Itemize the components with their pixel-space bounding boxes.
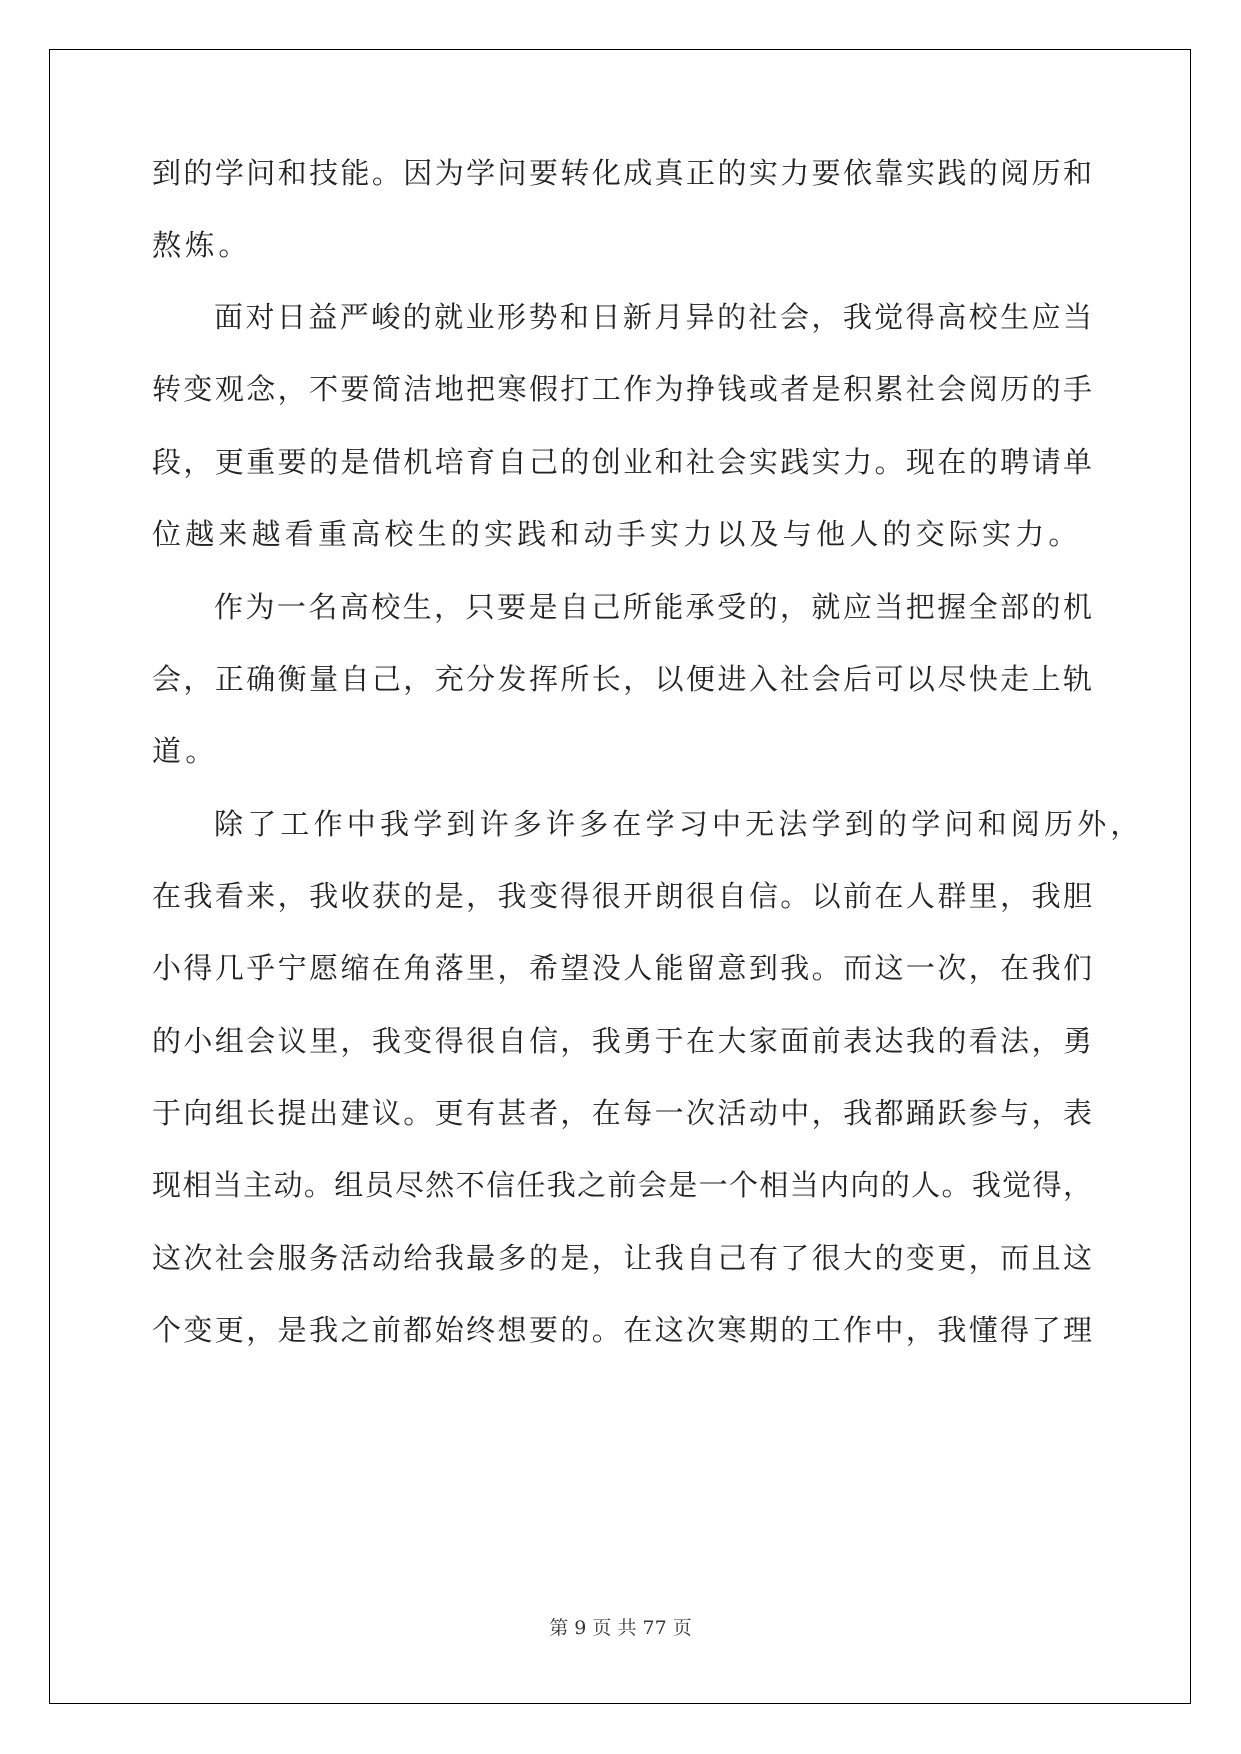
text-line: 除了工作中我学到许多许多在学习中无法学到的学问和阅历外， [214, 807, 1144, 841]
text-line: 到的学问和技能。因为学问要转化成真正的实力要依靠实践的阅历和 [152, 156, 1092, 190]
text-line: 作为一名高校生，只要是自己所能承受的，就应当把握全部的机 [214, 590, 1092, 624]
text-line: 的小组会议里，我变得很自信，我勇于在大家面前表达我的看法，勇 [152, 1024, 1092, 1058]
text-line: 在我看来，我收获的是，我变得很开朗很自信。以前在人群里，我胆 [152, 879, 1092, 913]
text-line: 段，更重要的是借机培育自己的创业和社会实践实力。现在的聘请单 [152, 445, 1092, 479]
text-line: 位越来越看重高校生的实践和动手实力以及与他人的交际实力。 [152, 517, 1082, 551]
text-line: 会，正确衡量自己，充分发挥所长，以便进入社会后可以尽快走上轨 [152, 662, 1092, 696]
text-line: 面对日益严峻的就业形势和日新月异的社会，我觉得高校生应当 [214, 300, 1092, 334]
text-line: 小得几乎宁愿缩在角落里，希望没人能留意到我。而这一次，在我们 [152, 951, 1092, 985]
page-number-footer: 第 9 页 共 77 页 [549, 1617, 692, 1639]
text-line: 这次社会服务活动给我最多的是，让我自己有了很大的变更，而且这 [152, 1241, 1092, 1275]
text-line: 个变更，是我之前都始终想要的。在这次寒期的工作中，我懂得了理 [152, 1313, 1092, 1347]
text-line: 道。 [152, 734, 219, 768]
text-line: 现相当主动。组员尽然不信任我之前会是一个相当内向的人。我觉得， [152, 1168, 1092, 1202]
text-line: 熬炼。 [152, 228, 252, 262]
text-line: 于向组长提出建议。更有甚者，在每一次活动中，我都踊跃参与，表 [152, 1096, 1092, 1130]
text-line: 转变观念，不要简洁地把寒假打工作为挣钱或者是积累社会阅历的手 [152, 372, 1092, 406]
